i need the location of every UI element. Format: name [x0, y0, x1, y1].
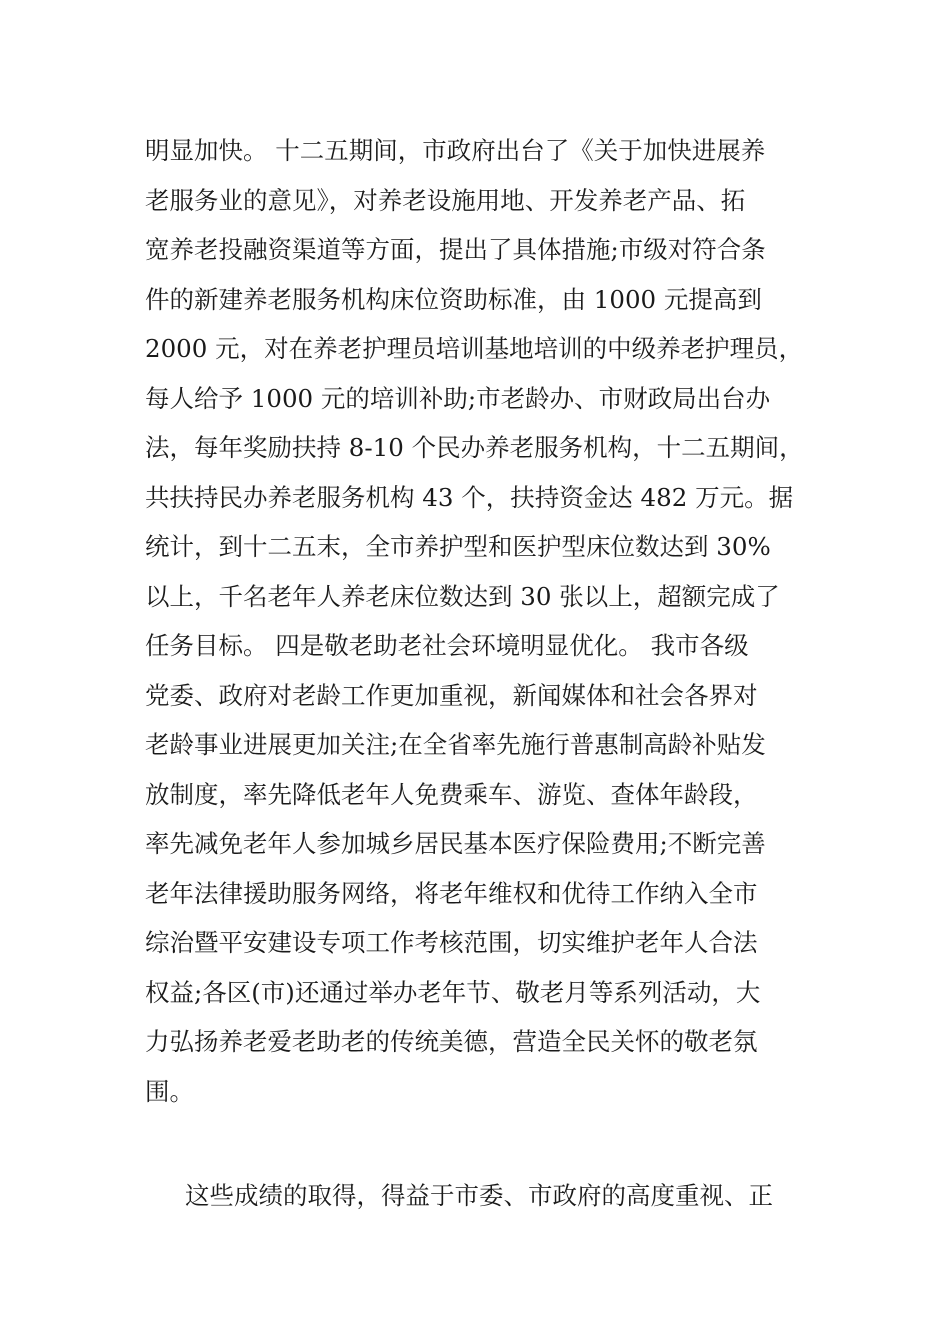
text-line: 任务目标。 四是敬老助老社会环境明显优化。 我市各级	[145, 631, 749, 660]
text-line: 老服务业的意见》，对养老设施用地、开发养老产品、拓	[145, 185, 746, 215]
text-line: 放制度，率先降低老年人免费乘车、游览、查体年龄段，	[145, 779, 758, 809]
text-line: 权益;各区(市)还通过举办老年节、敬老月等系列活动，大	[145, 977, 761, 1007]
text-line: 老年法律援助服务网络，将老年维权和优待工作纳入全市	[145, 878, 758, 908]
text-line: 法，每年奖励扶持 8-10 个民办养老服务机构，十二五期间，	[145, 433, 804, 462]
text-line: 力弘扬养老爱老助老的传统美德，营造全民关怀的敬老氛	[145, 1027, 758, 1056]
text-line: 围。	[145, 1076, 194, 1106]
text-line: 统计，到十二五末，全市养护型和医护型床位数达到 30%	[145, 532, 771, 561]
text-line: 党委、政府对老龄工作更加重视，新闻媒体和社会各界对	[145, 680, 758, 710]
text-line: 2000 元，对在养老护理员培训基地培训的中级养老护理员，	[145, 334, 804, 363]
text-line: 综治暨平安建设专项工作考核范围，切实维护老年人合法	[145, 928, 758, 957]
text-line: 率先减免老年人参加城乡居民基本医疗保险费用;不断完善	[145, 829, 766, 858]
text-line: 以上，千名老年人养老床位数达到 30 张以上，超额完成了	[145, 581, 780, 611]
text-line: 这些成绩的取得，得益于市委、市政府的高度重视、正	[185, 1181, 773, 1210]
text-line: 明显加快。 十二五期间，市政府出台了《关于加快进展养	[145, 136, 766, 165]
text-line: 件的新建养老服务机构床位资助标准，由 1000 元提高到	[145, 284, 762, 314]
text-line: 老龄事业进展更加关注;在全省率先施行普惠制高龄补贴发	[145, 730, 766, 759]
text-line: 宽养老投融资渠道等方面，提出了具体措施;市级对符合条	[145, 235, 766, 264]
text-line: 每人给予 1000 元的培训补助;市老龄办、市财政局出台办	[145, 383, 771, 413]
text-line: 共扶持民办养老服务机构 43 个，扶持资金达 482 万元。据	[145, 482, 794, 512]
